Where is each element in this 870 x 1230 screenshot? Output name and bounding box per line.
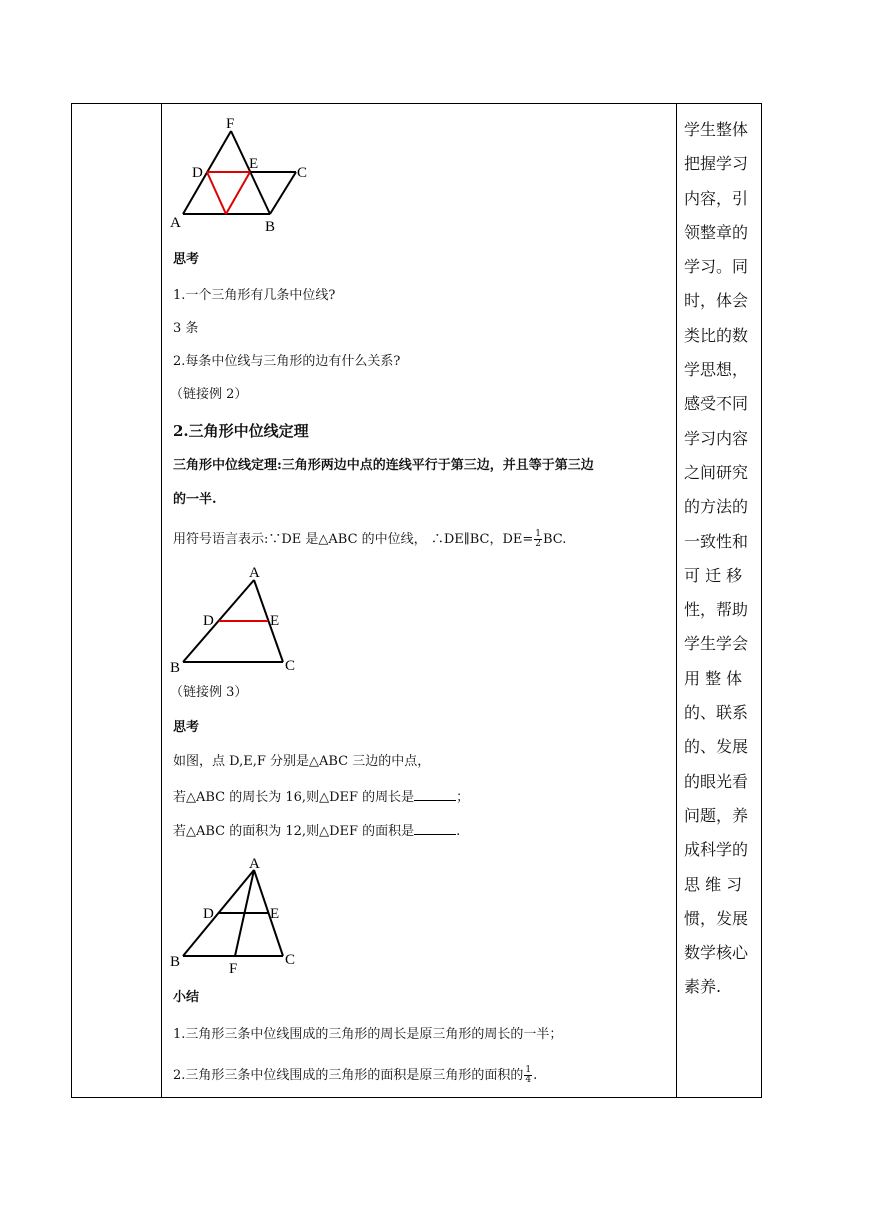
fig2-label-a: A xyxy=(249,565,260,581)
think1-link: （链接例 2） xyxy=(170,387,248,402)
fig2-label-d: D xyxy=(203,613,214,629)
think2-line3 xyxy=(173,822,460,840)
fig1-label-c: C xyxy=(297,165,308,181)
intent-line: 的、发展 xyxy=(684,737,749,757)
fig3-label-e: E xyxy=(270,906,280,922)
fig1-label-e: E xyxy=(249,156,259,172)
theorem-line1: 三角形中位线定理:三角形两边中点的连线平行于第三边，并且等于第三边 xyxy=(173,458,594,473)
figure-parallelogram-midlines xyxy=(160,110,340,240)
fig1-line-cb xyxy=(270,172,296,214)
answer-blank-area[interactable] xyxy=(414,822,456,835)
intent-line: 把握学习 xyxy=(684,154,749,174)
fig3-label-a: A xyxy=(249,856,260,872)
intent-line: 性，帮助 xyxy=(684,600,749,620)
symbol-prefix: 用符号语言表示:∵DE 是△ABC 的中位线， ∴DE∥BC，DE= xyxy=(173,532,534,547)
think1-q1: 1.一个三角形有几条中位线? xyxy=(173,288,336,303)
intent-line: 时，体会 xyxy=(684,291,749,311)
summary-item1: 1.三角形三条中位线围成的三角形的周长是原三角形的周长的一半； xyxy=(173,1027,563,1042)
intent-line: 学生整体 xyxy=(684,120,749,139)
section2-title: 2.三角形中位线定理 xyxy=(173,422,309,440)
teaching-intent-column xyxy=(684,113,758,1005)
summary-item2-text: 2.三角形三条中位线围成的三角形的面积是原三角形的面积的 xyxy=(173,1068,524,1083)
intent-line: 问题，养 xyxy=(684,805,749,825)
fraction-half: $\frac{1}{2}$ xyxy=(535,529,542,549)
theorem-line2: 的一半. xyxy=(173,492,217,507)
think2-line3-end: . xyxy=(456,824,461,839)
figure-triangle-midpoints xyxy=(165,850,305,980)
think2-line2-text: 若△ABC 的周长为 16,则△DEF 的周长是 xyxy=(173,790,415,805)
intent-line: 素养. xyxy=(684,977,722,997)
figure-triangle-midline xyxy=(165,560,305,675)
intent-line: 之间研究 xyxy=(684,462,749,482)
intent-line: 类比的数 xyxy=(684,325,749,345)
fig2-label-c: C xyxy=(285,658,296,674)
intent-line: 的方法的 xyxy=(684,497,749,517)
think2-heading: 思考 xyxy=(173,720,200,735)
think1-a1: 3 条 xyxy=(173,321,199,336)
fig1-label-a: A xyxy=(170,215,181,231)
summary-item2 xyxy=(173,1066,537,1085)
fig1-label-f: F xyxy=(226,116,235,132)
intent-line: 数学核心 xyxy=(684,943,749,963)
intent-line: 感受不同 xyxy=(684,394,749,414)
symbol-language xyxy=(173,530,566,549)
think2-line2 xyxy=(173,788,469,806)
intent-line: 一致性和 xyxy=(684,531,749,551)
think1-heading: 思考 xyxy=(173,252,200,267)
summary-item2-end: . xyxy=(533,1068,538,1083)
fig1-red-d-bottom xyxy=(207,172,226,214)
intent-line: 领整章的 xyxy=(684,222,749,242)
intent-line: 思 维 习 xyxy=(684,874,743,894)
intent-line: 可 迁 移 xyxy=(684,565,743,585)
column-divider-right xyxy=(676,104,677,1097)
fig2-label-e: E xyxy=(270,613,280,629)
intent-line: 的、联系 xyxy=(684,703,749,723)
fig3-label-d: D xyxy=(203,906,214,922)
intent-line: 惯，发展 xyxy=(684,908,749,928)
intent-line: 学生学会 xyxy=(684,634,749,654)
fig3-label-c: C xyxy=(285,952,296,968)
answer-blank-perimeter[interactable] xyxy=(414,788,456,801)
intent-line: 的眼光看 xyxy=(684,771,749,791)
think2-line2-end: ； xyxy=(456,790,470,805)
fig3-label-f: F xyxy=(229,961,238,977)
symbol-suffix: BC. xyxy=(543,532,567,547)
intent-line: 用 整 体 xyxy=(684,668,743,688)
intent-line: 学习内容 xyxy=(684,428,749,448)
think2-line3-text: 若△ABC 的面积为 12,则△DEF 的面积是 xyxy=(173,824,415,839)
fig2-label-b: B xyxy=(170,660,181,676)
think1-q2: 2.每条中位线与三角形的边有什么关系? xyxy=(173,354,401,369)
fig1-label-d: D xyxy=(192,165,203,181)
fig1-red-e-bottom xyxy=(226,172,250,214)
summary-heading: 小结 xyxy=(173,990,200,1005)
fig3-label-b: B xyxy=(170,954,181,970)
intent-line: 学习。同 xyxy=(684,257,749,277)
link3: （链接例 3） xyxy=(170,685,248,700)
intent-line: 成科学的 xyxy=(684,840,749,860)
think2-line1: 如图，点 D,E,F 分别是△ABC 三边的中点， xyxy=(173,754,431,769)
intent-line: 学思想， xyxy=(684,360,749,380)
column-divider-left xyxy=(161,104,162,1097)
fraction-quarter: $\frac{1}{4}$ xyxy=(525,1065,532,1085)
intent-line: 内容，引 xyxy=(684,188,749,208)
fig1-label-b: B xyxy=(265,219,276,235)
